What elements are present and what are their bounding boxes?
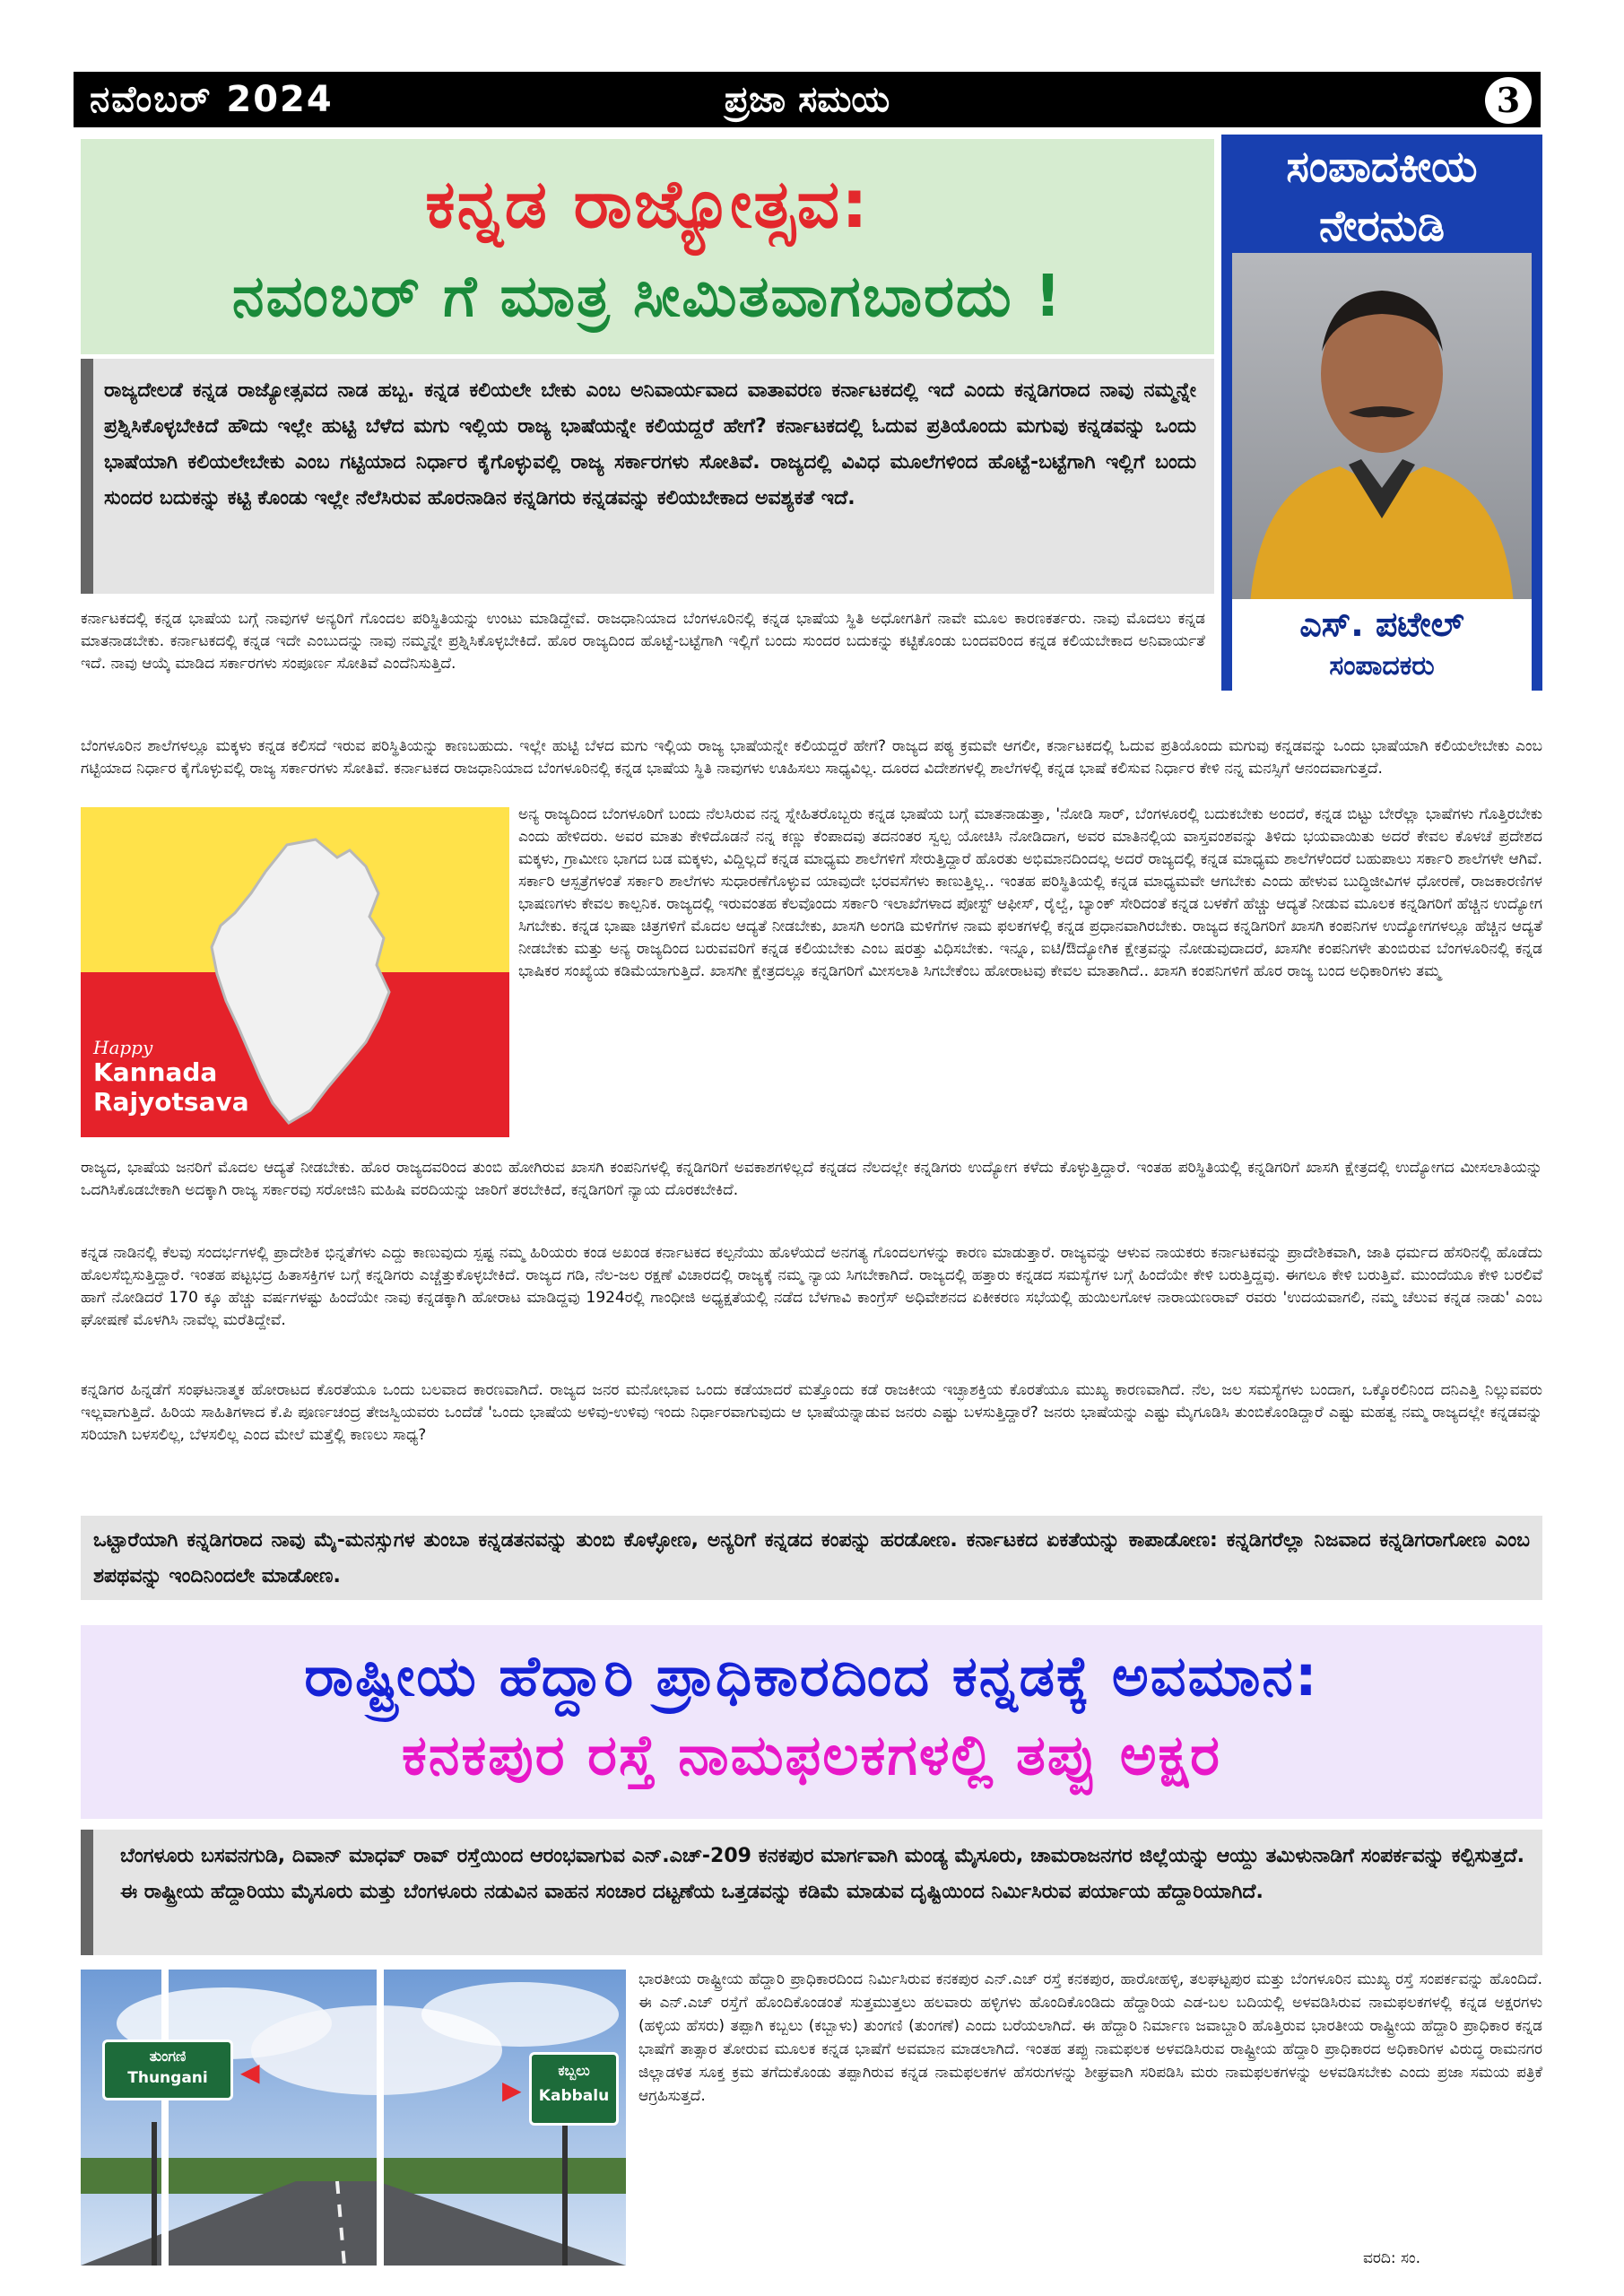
- headline-rajyotsava-line2: ನವಂಬರ್ ಗೆ ಮಾತ್ರ ಸೀಮಿತವಾಗಬಾರದು !: [231, 264, 1064, 330]
- road-signs-image: [81, 1970, 626, 2266]
- paragraph-text: ಕನ್ನಡ ನಾಡಿನಲ್ಲಿ ಕೆಲವು ಸಂದರ್ಭಗಳಲ್ಲಿ ಪ್ರಾದೇಶಿಕ ಭಿನ್ನತೆಗಳು ಎದ್ದು ಕಾಣುವುದು ಸ್ಪಷ್ಟ ನಮ್ಮ ಹಿರಿಯರು ಕಂಡ ಅಖಂಡ ಕರ್ನಾಟಕದ ಕಲ್ಪನೆಯು ಹೊಳೆಯದೆ ಅನಗತ್ಯ ಗೊಂದಲಗಳನ್ನು ಕಾರಣ ಮಾಡುತ್ತಾರೆ. ರಾಜ್ಯವನ್ನು ಆಳುವ ನಾಯಕರು ಕರ್ನಾಟಕವನ್ನು ಪ್ರಾದೇಶಿಕವಾಗಿ, ಜಾತಿ ಧರ್ಮದ ಹೆಸರಿನಲ್ಲಿ ಹೊಡೆದು ಹೊಲಸೆಬ್ಬಿಸುತ್ತಿದ್ದಾರೆ. ಇಂತಹ ಪಟ್ಟಭದ್ರ ಹಿತಾಸಕ್ತಿಗಳ ಬಗ್ಗೆ ಕನ್ನಡಿಗರು ಎಚ್ಚೆತ್ತುಕೊಳ್ಳಬೇಕಿದೆ. ರಾಜ್ಯದ ಗಡಿ, ನೆಲ-ಜಲ ರಕ್ಷಣೆ ವಿಚಾರದಲ್ಲಿ ರಾಜ್ಯಕ್ಕೆ ನಮ್ಮ ನ್ಯಾಯ ಸಿಗಬೇಕಾಗಿದೆ. ರಾಜ್ಯದಲ್ಲಿ ಹತ್ತಾರು ಕನ್ನಡದ ಸಮಸ್ಯೆಗಳ ಬಗ್ಗೆ ಹಿಂದೆಯೇ ಕೇಳಿ ಬರುತ್ತಿದ್ದವು. ಈಗಲೂ ಕೇಳಿ ಬರುತ್ತಿವೆ. ಮುಂದೆಯೂ ಕೇಳಿ ಬರಲಿವೆ ಹಾಗೆ ನೋಡಿದರೆ 170 ಕ್ಕೂ ಹೆಚ್ಚು ವರ್ಷಗಳಷ್ಟು ಹಿಂದೆಯೇ ನಾವು ಕನ್ನಡಕ್ಕಾಗಿ ಹೋರಾಟ ಮಾಡಿದ್ದವು 1924ರಲ್ಲಿ ಗಾಂಧೀಜಿ ಅಧ್ಯಕ್ಷತೆಯಲ್ಲಿ ನಡೆದ ಬೆಳಗಾವಿ ಕಾಂಗ್ರೆಸ್ ಅಧಿವೇಶನದ ಏಕೀಕರಣ ಸಭೆಯಲ್ಲಿ ಹುಯಿಲಗೋಳ ನಾರಾಯಣರಾವ್ ರವರು 'ಉದಯವಾಗಲಿ, ನಮ್ಮ ಚೆಲುವ ಕನ್ನಡ ನಾಡು' ಎಂಬ ಘೋಷಣೆ ಮೊಳಗಿಸಿ ನಾವೆಲ್ಲ ಮರೆತಿದ್ದೇವೆ.: [81, 1244, 1542, 1329]
- article-paragraph-1: [81, 608, 1205, 675]
- highway-article-paragraph: [638, 1968, 1542, 2108]
- intro-accent-bar: [81, 359, 93, 594]
- editor-photo: [1232, 253, 1532, 604]
- article-paragraph-3: [518, 804, 1542, 983]
- intro2-accent-bar: [81, 1830, 93, 1955]
- paragraph-text: ಬೆಂಗಳೂರಿನ ಶಾಲೆಗಳಲ್ಲೂ ಮಕ್ಕಳು ಕನ್ನಡ ಕಲಿಸದೆ ಇರುವ ಪರಿಸ್ಥಿತಿಯನ್ನು ಕಾಣಬಹುದು. ಇಲ್ಲೇ ಹುಟ್ಟಿ ಬೆಳದ ಮಗು ಇಲ್ಲಿಯ ರಾಜ್ಯ ಭಾಷೆಯನ್ನೇ ಕಲಿಯದ್ದರೆ ಹೇಗೆ? ರಾಜ್ಯದ ಪಠ್ಯ ಕ್ರಮವೇ ಆಗಲೀ, ಕರ್ನಾಟಕದಲ್ಲಿ ಓದುವ ಪ್ರತಿಯೊಂದು ಮಗುವು ಕನ್ನಡವನ್ನು ಒಂದು ಭಾಷೆಯಾಗಿ ಕಲಿಯಲೇಬೇಕು ಎಂಬ ಗಟ್ಟಿಯಾದ ನಿರ್ಧಾರ ಕೈಗೊಳ್ಳುವಲ್ಲಿ ರಾಜ್ಯ ಸರ್ಕಾರಗಳು ಸೋತಿವೆ. ಕರ್ನಾಟಕದ ರಾಜಧಾನಿಯಾದ ಬೆಂಗಳೂರಿನಲ್ಲಿ ಕನ್ನಡ ಭಾಷೆಯ ಸ್ಥಿತಿ ನಾವುಗಳು ಊಹಿಸಲು ಸಾಧ್ಯವಿಲ್ಲ. ದೂರದ ವಿದೇಶಗಳಲ್ಲಿ ಶಾಲೆಗಳಲ್ಲಿ ಕನ್ನಡ ಭಾಷೆ ಕಲಿಸುವ ನಿರ್ಧಾರ ಕೇಳಿ ನನ್ನ ಮನಸ್ಸಿಗೆ ಆನಂದವಾಗುತ್ತದೆ.: [81, 737, 1542, 778]
- article-paragraph-6: [81, 1379, 1542, 1447]
- editor-portrait-icon: [1232, 253, 1532, 604]
- intro-text: ರಾಜ್ಯದೇಲಡೆ ಕನ್ನಡ ರಾಜ್ಯೋತ್ಸವದ ನಾಡ ಹಬ್ಬ. ಕನ್ನಡ ಕಲಿಯಲೇ ಬೇಕು ಎಂಬ ಅನಿವಾರ್ಯವಾದ ವಾತಾವರಣ ಕರ್ನಾಟಕದಲ್ಲಿ ಇದೆ ಎಂದು ಕನ್ನಡಿಗರಾದ ನಾವು ನಮ್ಮನ್ನೇ ಪ್ರಶ್ನಿಸಿಕೊಳ್ಳಬೇಕಿದೆ ಹೌದು ಇಲ್ಲೇ ಹುಟ್ಟಿ ಬೆಳೆದ ಮಗು ಇಲ್ಲಿಯ ರಾಜ್ಯ ಭಾಷೆಯನ್ನೇ ಕಲಿಯದ್ದರೆ ಹೇಗೆ? ಕರ್ನಾಟಕದಲ್ಲಿ ಓದುವ ಪ್ರತಿಯೊಂದು ಮಗುವು ಕನ್ನಡವನ್ನು ಒಂದು ಭಾಷೆಯಾಗಿ ಕಲಿಯಲೇಬೇಕು ಎಂಬ ಗಟ್ಟಿಯಾದ ನಿರ್ಧಾರ ಕೈಗೊಳ್ಳುವಲ್ಲಿ ರಾಜ್ಯ ಸರ್ಕಾರಗಳು ಸೋತಿವೆ. ರಾಜ್ಯದಲ್ಲಿ ವಿವಿಧ ಮೂಲೆಗಳಿಂದ ಹೊಟ್ಟೆ-ಬಟ್ಟೆಗಾಗಿ ಇಲ್ಲಿಗೆ ಬಂದು ಸುಂದರ ಬದುಕನ್ನು ಕಟ್ಟಿ ಕೊಂಡು ಇಲ್ಲೇ ನೆಲೆಸಿರುವ ಹೊರನಾಡಿನ ಕನ್ನಡಿಗರು ಕನ್ನಡವನ್ನು ಕಲಿಯಬೇಕಾದ ಅವಶ್ಯಕತೆ ಇದೆ.: [104, 379, 1196, 509]
- sign-thungani-english: Thungani: [127, 2069, 208, 2087]
- highway-intro-box: [81, 1830, 1542, 1955]
- conclusion-text: ಒಟ್ಟಾರೆಯಾಗಿ ಕನ್ನಡಿಗರಾದ ನಾವು ಮೈ-ಮನಸ್ಸುಗಳ ತುಂಬಾ ಕನ್ನಡತನವನ್ನು ತುಂಬಿ ಕೊಳ್ಳೋಣ, ಅನ್ಯರಿಗೆ ಕನ್ನಡದ ಕಂಪನ್ನು ಹರಡೋಣ. ಕರ್ನಾಟಕದ ಏಕತೆಯನ್ನು ಕಾಪಾಡೋಣ: ಕನ್ನಡಿಗರೆಲ್ಲಾ ನಿಜವಾದ ಕನ್ನಡಿಗರಾಗೋಣ ಎಂಬ ಶಪಥವನ್ನು ಇಂದಿನಿಂದಲೇ ಮಾಡೋಣ.: [93, 1529, 1530, 1587]
- arrow-left-icon: ◀: [240, 2057, 260, 2087]
- sign-kabbalu-kannada: ಕಬ್ಬಲು: [558, 2062, 590, 2079]
- page-number: 3: [1485, 77, 1532, 124]
- paragraph-text: ಅನ್ಯ ರಾಜ್ಯದಿಂದ ಬೆಂಗಳೂರಿಗೆ ಬಂದು ನೆಲಸಿರುವ ನನ್ನ ಸ್ನೇಹಿತರೊಬ್ಬರು ಕನ್ನಡ ಭಾಷೆಯ ಬಗ್ಗೆ ಮಾತನಾಡುತ್ತಾ, 'ನೋಡಿ ಸಾರ್, ಬೆಂಗಳೂರಲ್ಲಿ ಬದುಕಬೇಕು ಅಂದರೆ, ಕನ್ನಡ ಬಿಟ್ಟು ಬೇರೆಲ್ಲಾ ಭಾಷೆಗಳು ಗೊತ್ತಿರಬೇಕು ಎಂದು ಹೇಳಿದರು. ಅವರ ಮಾತು ಕೇಳಿದೊಡನೆ ನನ್ನ ಕಣ್ಣು ಕೆಂಪಾದವು ತದನಂತರ ಸ್ವಲ್ಪ ಯೋಚಿಸಿ ನೋಡಿದಾಗ, ಅವರ ಮಾತಿನಲ್ಲಿಯ ವಾಸ್ತವಂಶವನ್ನು ತಿಳಿದು ಭಯವಾಯಿತು ಅದರೆ ಕೇವಲ ಕೊಳಚೆ ಪ್ರದೇಶದ ಮಕ್ಕಳು, ಗ್ರಾಮೀಣ ಭಾಗದ ಬಡ ಮಕ್ಕಳು, ವಿದ್ದಿಲ್ಲದೆ ಕನ್ನಡ ಮಾಧ್ಯಮ ಶಾಲೆಗಳಿಗೆ ಸೇರುತ್ತಿದ್ದಾರೆ ಹೊರತು ಅಭಿಮಾನದಿಂದಲ್ಲ ಅದರೆ ರಾಜ್ಯದಲ್ಲಿ ಕನ್ನಡ ಮಾಧ್ಯಮ ಶಾಲೆಗಳೆಂದರೆ ಬಹುಪಾಲು ಸರ್ಕಾರಿ ಶಾಲೆಗಳೇ ಆಗಿವೆ. ಸರ್ಕಾರಿ ಆಸ್ಪತ್ರೆಗಳಂತೆ ಸರ್ಕಾರಿ ಶಾಲೆಗಳು ಸುಧಾರಣೆಗೊಳ್ಳುವ ಯಾವುದೇ ಭರವಸೆಗಳು ಕಾಣುತ್ತಿಲ್ಲ.. ಇಂತಹ ಪರಿಸ್ಥಿತಿಯಲ್ಲಿ ಕನ್ನಡ ಮಾಧ್ಯಮವೇ ಆಗಬೇಕು ಎಂದು ಹೇಳುವ ಬುದ್ಧಿಜೀವಿಗಳ ಧೋರಣೆ, ರಾಜಕಾರಣಿಗಳ ಭಾಷಣಗಳು ಕೇವಲ ಕಾಲ್ಪನಿಕ. ರಾಜ್ಯದಲ್ಲಿ ಇರುವಂತಹ ಕೆಲವೊಂದು ಸರ್ಕಾರಿ ಇಲಾಖೆಗಳಾದ ಪೋಸ್ಟ್ ಆಫೀಸ್, ರೈಲ್ವೆ, ಬ್ಯಾಂಕ್ ಸೇರಿದಂತೆ ಕನ್ನಡ ಬಳಕೆಗೆ ಹೆಚ್ಚು ಆದ್ಯತೆ ನೀಡುವ ಮೂಲಕ ಕನ್ನಡಿಗರಿಗೆ ಹೆಚ್ಚಿನ ಉದ್ಯೋಗ ಸಿಗಬೇಕು. ಕನ್ನಡ ಭಾಷಾ ಚಿತ್ರಗಳಿಗೆ ಮೊದಲ ಆದ್ಯತೆ ನೀಡಬೇಕು, ಖಾಸಗಿ ಅಂಗಡಿ ಮಳಿಗೆಗಳ ನಾಮ ಫಲಕಗಳಲ್ಲಿ ಕನ್ನಡ ಪ್ರಧಾನವಾಗಿರಬೇಕು. ರಾಜ್ಯದ ಕನ್ನಡಿಗರಿಗೆ ಖಾಸಗಿ ಕಂಪನಿಗಳ ಉದ್ಯೋಗಗಳಲ್ಲೂ ಹೆಚ್ಚಿನ ಆದ್ಯತೆ ನೀಡಬೇಕು ಮತ್ತು ಅನ್ಯ ರಾಜ್ಯದಿಂದ ಬರುವವರಿಗೆ ಕನ್ನಡ ಕಲಿಯಬೇಕು ಎಂಬ ಷರತ್ತು ವಿಧಿಸಬೇಕು. ಇನ್ನೂ, ಐಟಿ/ಔದ್ಯೋಗಿಕ ಕ್ಷೇತ್ರವನ್ನು ನೋಡುವುದಾದರೆ, ಖಾಸಗೀ ಕಂಪನಿಗಳೇ ತುಂಬಿರುವ ಬೆಂಗಳೂರಿನಲ್ಲಿ ಕನ್ನಡ ಭಾಷಿಕರ ಸಂಖ್ಯೆಯ ಕಡಿಮೆಯಾಗುತ್ತಿದೆ. ಖಾಸಗೀ ಕ್ಷೇತ್ರದಲ್ಲೂ ಕನ್ನಡಿಗರಿಗೆ ಮೀಸಲಾತಿ ಸಿಗಬೇಕೆಂಬ ಹೋರಾಟವು ಕೇವಲ ಮಾತಾಗಿದೆ.. ಖಾಸಗಿ ಕಂಪನಿಗಳಿಗೆ ಹೊರ ರಾಜ್ಯ ಬಂದ ಅಧಿಕಾರಿಗಳು ತಮ್ಮ: [518, 805, 1542, 980]
- report-byline: ವರದಿ: ಸಂ.: [1363, 2249, 1420, 2267]
- editor-name-card: [1232, 599, 1532, 692]
- editor-name: ಎಸ್. ಪಟೇಲ್: [1299, 604, 1464, 644]
- intro-box: [81, 359, 1214, 594]
- editorial-title-line1: ಸಂಪಾದಕೀಯ: [1286, 142, 1478, 192]
- sign-kabbalu: [529, 2052, 619, 2126]
- paragraph-text: ಕನ್ನಡಿಗರ ಹಿನ್ನಡೆಗೆ ಸಂಘಟನಾತ್ಮಕ ಹೋರಾಟದ ಕೊರತೆಯೂ ಒಂದು ಬಲವಾದ ಕಾರಣವಾಗಿದೆ. ರಾಜ್ಯದ ಜನರ ಮನೋಭಾವ ಒಂದು ಕಡೆಯಾದರೆ ಮತ್ತೊಂದು ಕಡೆ ರಾಜಕೀಯ ಇಚ್ಛಾಶಕ್ತಿಯ ಕೊರತೆಯೂ ಮುಖ್ಯ ಕಾರಣವಾಗಿದೆ. ನೆಲ, ಜಲ ಸಮಸ್ಯೆಗಳು ಬಂದಾಗ, ಒಕ್ಕೊರಲಿನಿಂದ ದನಿಎತ್ತಿ ನಿಲ್ಲುವವರು ಇಲ್ಲವಾಗುತ್ತಿದೆ. ಹಿರಿಯ ಸಾಹಿತಿಗಳಾದ ಕೆ.ಪಿ ಪೂರ್ಣಚಂದ್ರ ತೇಜಸ್ವಿಯವರು ಒಂದೆಡೆ 'ಒಂದು ಭಾಷೆಯ ಅಳಿವು-ಉಳಿವು ಇಂದು ನಿರ್ಧಾರವಾಗುವುದು ಆ ಭಾಷೆಯನ್ನಾಡುವ ಜನರು ಎಷ್ಟು ಬಳಸುತ್ತಿದ್ದಾರೆ? ಜನರು ಭಾಷೆಯನ್ನು ಎಷ್ಟು ಮೈಗೂಡಿಸಿ ತುಂಬಿಕೊಂಡಿದ್ದಾರೆ ಎಷ್ಟು ಮಹತ್ವ ನಮ್ಮ ರಾಜ್ಯದಲ್ಲೇ ಕನ್ನಡವನ್ನು ಸರಿಯಾಗಿ ಬಳಸಲಿಲ್ಲ, ಬೆಳಸಲಿಲ್ಲ ಎಂದ ಮೇಲೆ ಮತ್ತೆಲ್ಲಿ ಕಾಣಲು ಸಾಧ್ಯ?: [81, 1381, 1542, 1444]
- article-paragraph-5: [81, 1242, 1542, 1332]
- paragraph-text: ಕರ್ನಾಟಕದಲ್ಲಿ ಕನ್ನಡ ಭಾಷೆಯ ಬಗ್ಗೆ ನಾವುಗಳೆ ಅನ್ಯರಿಗೆ ಗೊಂದಲ ಪರಿಸ್ಥಿತಿಯನ್ನು ಉಂಟು ಮಾಡಿದ್ದೇವೆ. ರಾಜಧಾನಿಯಾದ ಬೆಂಗಳೂರಿನಲ್ಲಿ ಕನ್ನಡ ಭಾಷೆಯ ಸ್ಥಿತಿ ಅಧೋಗತಿಗೆ ನಾವೇ ಮೂಲ ಕಾರಣಕರ್ತರು. ನಾವು ಮೊದಲು ಕನ್ನಡ ಮಾತನಾಡಬೇಕು. ಕರ್ನಾಟಕದಲ್ಲಿ ಕನ್ನಡ ಇದೇ ಎಂಬುದನ್ನು ನಾವು ನಮ್ಮನ್ನೇ ಪ್ರಶ್ನಿಸಿಕೊಳ್ಳಬೇಕಿದೆ. ಹೊರ ರಾಜ್ಯದಿಂದ ಹೊಟ್ಟೆ-ಬಟ್ಟೆಗಾಗಿ ಇಲ್ಲಿಗೆ ಬಂದು ಸುಂದರ ಬದುಕನ್ನು ಕಟ್ಟಿಕೊಂಡು ಬಂದವರಿಂದ ಕನ್ನಡ ಕಲಿಯಬೇಕಾದ ಅನಿವಾರ್ಯತೆ ಇದೆ. ನಾವು ಆಯ್ಕೆ ಮಾಡಿದ ಸರ್ಕಾರಗಳು ಸಂಪೂರ್ಣ ಸೋತಿವೆ ಎಂದೆನಿಸುತ್ತಿದೆ.: [81, 610, 1205, 673]
- editorial-title-line2: ನೇರನುಡಿ: [1318, 201, 1446, 251]
- paper-name: ಪ್ರಜಾ ಸಮಯ: [724, 79, 890, 120]
- editor-role: ಸಂಪಾದಕರು: [1329, 650, 1435, 682]
- sign-thungani: [102, 2039, 233, 2100]
- map-caption-line2: Rajyotsava: [93, 1087, 249, 1117]
- paragraph-text: ರಾಜ್ಯದ, ಭಾಷೆಯ ಜನರಿಗೆ ಮೊದಲ ಆದ್ಯತೆ ನೀಡಬೇಕು. ಹೊರ ರಾಜ್ಯದವರಿಂದ ತುಂಬಿ ಹೋಗಿರುವ ಖಾಸಗಿ ಕಂಪನಿಗಳಲ್ಲಿ ಕನ್ನಡಿಗರಿಗೆ ಅವಕಾಶಗಳಿಲ್ಲದೆ ಕನ್ನಡದ ನೆಲದಲ್ಲೇ ಕನ್ನಡಿಗರು ಉದ್ಯೋಗ ಕಳೆದು ಕೊಳ್ಳುತ್ತಿದ್ದಾರೆ. ಇಂತಹ ಪರಿಸ್ಥಿತಿಯಲ್ಲಿ ಕನ್ನಡಿಗರಿಗೆ ಖಾಸಗಿ ಕ್ಷೇತ್ರದಲ್ಲಿ ಉದ್ಯೋಗದ ಮೀಸಲಾತಿಯನ್ನು ಒದಗಿಸಿಕೊಡಬೇಕಾಗಿ ಅದಕ್ಕಾಗಿ ರಾಜ್ಯ ಸರ್ಕಾರವು ಸರೋಜಿನಿ ಮಹಿಷಿ ವರದಿಯನ್ನು ಜಾರಿಗೆ ತರಬೇಕಿದೆ, ಕನ್ನಡಿಗರಿಗೆ ನ್ಯಾಯ ದೊರಕಬೇಕಿದೆ.: [81, 1159, 1542, 1199]
- article-paragraph-2: [81, 735, 1542, 780]
- issue-date: ನವೆಂಬರ್ 2024: [90, 79, 334, 120]
- headline-rajyotsava: [81, 139, 1214, 354]
- headline-highway-line2: ಕನಕಪುರ ರಸ್ತೆ ನಾಮಫಲಕಗಳಲ್ಲಿ ತಪ್ಪು ಅಕ್ಷರ: [402, 1722, 1221, 1787]
- paragraph-text: ಭಾರತೀಯ ರಾಷ್ಟ್ರೀಯ ಹೆದ್ದಾರಿ ಪ್ರಾಧಿಕಾರದಿಂದ ನಿರ್ಮಿಸಿರುವ ಕನಕಪುರ ಎನ್.ಎಚ್ ರಸ್ತೆ ಕನಕಪುರ, ಹಾರೋಹಳ್ಳಿ, ತಲಘಟ್ಟಪುರ ಮತ್ತು ಬೆಂಗಳೂರಿನ ಮುಖ್ಯ ರಸ್ತೆ ಸಂಪರ್ಕವನ್ನು ಹೊಂದಿದೆ. ಈ ಎನ್.ಎಚ್ ರಸ್ತೆಗೆ ಹೊಂದಿಕೊಂಡಂತೆ ಸುತ್ತಮುತ್ತಲು ಹಲವಾರು ಹಳ್ಳಿಗಳು ಹೊಂದಿಕೊಂಡಿದು ಹೆದ್ದಾರಿಯ ಎಡ-ಬಲ ಬದಿಯಲ್ಲಿ ಅಳವಡಿಸಿರುವ ನಾಮಫಲಕಗಳಲ್ಲಿ ಕನ್ನಡ ಅಕ್ಷರಗಳು (ಹಳ್ಳಿಯ ಹೆಸರು) ತಪ್ಪಾಗಿ ಕಬ್ಬಲು (ಕಬ್ಬಾಳು) ತುಂಗಣಿ (ತುಂಗಣೆ) ಎಂದು ಬರೆಯಲಾಗಿದೆ. ಈ ಹೆದ್ದಾರಿ ನಿರ್ಮಾಣ ಜವಾಬ್ದಾರಿ ಹೊತ್ತಿರುವ ಭಾರತೀಯ ರಾಷ್ಟ್ರೀಯ ಹೆದ್ದಾರಿ ಪ್ರಾಧಿಕಾರ ಕನ್ನಡ ಭಾಷೆಗೆ ತಾತ್ಸಾರ ತೋರುವ ಮೂಲಕ ಕನ್ನಡ ಭಾಷೆಗೆ ಅವಮಾನ ಮಾಡಲಾಗಿದೆ. ಇಂತಹ ತಪ್ಪು ನಾಮಫಲಕ ಅಳವಡಿಸಿರುವ ರಾಷ್ಟ್ರೀಯ ಹೆದ್ದಾರಿ ಪ್ರಾಧಿಕಾರದ ಅಧಿಕಾರಿಗಳ ವಿರುದ್ಧ ರಾಮನಗರ ಜಿಲ್ಲಾಡಳಿತ ಸೂಕ್ತ ಕ್ರಮ ತಗೆದುಕೊಂಡು ತಪ್ಪಾಗಿರುವ ಕನ್ನಡ ನಾಮಫಲಕಗಳ ಹೆಸರುಗಳನ್ನು ಶೀಘ್ರವಾಗಿ ಸರಿಪಡಿಸಿ ಮರು ನಾಮಫಲಕಗಳನ್ನು ಅಳವಡಿಸಬೇಕು ಎಂದು ಪ್ರಜಾ ಸಮಯ ಪತ್ರಿಕೆ ಆಗ್ರಹಿಸುತ್ತದೆ.: [638, 1970, 1542, 2105]
- karnataka-map-image: [81, 807, 509, 1137]
- article-paragraph-4: [81, 1157, 1542, 1202]
- arrow-right-icon: ▶: [502, 2075, 522, 2105]
- headline-rajyotsava-line1: ಕನ್ನಡ ರಾಜ್ಯೋತ್ಸವ:: [425, 166, 870, 243]
- sign-kabbalu-english: Kabbalu: [538, 2087, 610, 2105]
- headline-highway: [81, 1625, 1542, 1819]
- map-caption-line1: Kannada: [93, 1057, 218, 1087]
- map-caption-happy: Happy: [93, 1037, 153, 1058]
- masthead: [74, 72, 1541, 127]
- headline-highway-line1: ರಾಷ್ಟ್ರೀಯ ಹೆದ್ದಾರಿ ಪ್ರಾಧಿಕಾರದಿಂದ ಕನ್ನಡಕ್ಕೆ ಅವಮಾನ:: [304, 1643, 1319, 1709]
- conclusion-box: [81, 1516, 1542, 1600]
- highway-intro-text: ಬೆಂಗಳೂರು ಬಸವನಗುಡಿ, ದಿವಾನ್ ಮಾಧವ್ ರಾವ್ ರಸ್ತೆಯಿಂದ ಆರಂಭವಾಗುವ ಎನ್.ಎಚ್-209 ಕನಕಪುರ ಮಾರ್ಗವಾಗಿ ಮಂಡ್ಯ ಮೈಸೂರು, ಚಾಮರಾಜನಗರ ಜಿಲ್ಲೆಯನ್ನು ಆಯ್ದು ತಮಿಳುನಾಡಿಗೆ ಸಂಪರ್ಕವನ್ನು ಕಲ್ಪಿಸುತ್ತದೆ. ಈ ರಾಷ್ಟ್ರೀಯ ಹೆದ್ದಾರಿಯು ಮೈಸೂರು ಮತ್ತು ಬೆಂಗಳೂರು ನಡುವಿನ ವಾಹನ ಸಂಚಾರ ದಟ್ಟಣೆಯ ಒತ್ತಡವನ್ನು ಕಡಿಮೆ ಮಾಡುವ ದೃಷ್ಟಿಯಿಂದ ನಿರ್ಮಿಸಿರುವ ಪರ್ಯಾಯ ಹೆದ್ದಾರಿಯಾಗಿದೆ.: [120, 1845, 1524, 1903]
- sign-thungani-kannada: ತುಂಗಣಿ: [149, 2048, 187, 2065]
